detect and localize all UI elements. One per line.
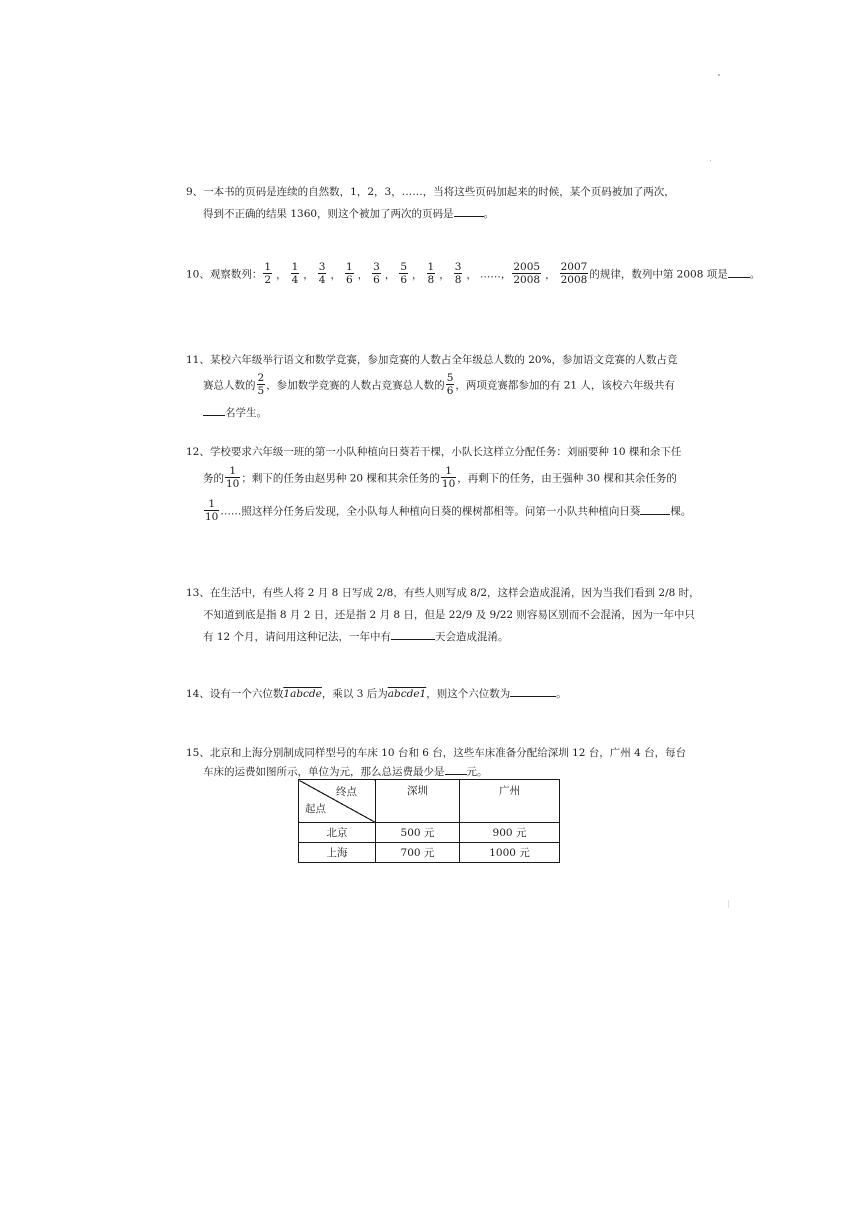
q14-line: [186, 686, 567, 701]
q10-ellipsis: ……，: [479, 268, 512, 281]
q9-number: 9、: [186, 186, 204, 198]
q10-fraction-2007: [560, 262, 589, 285]
q12-fraction-1: [225, 466, 240, 489]
q12-number: 12、: [186, 446, 210, 458]
shipping-cost-table: [298, 779, 560, 863]
q11-line2: [203, 374, 675, 397]
q15-line1: [186, 745, 686, 760]
q10-fraction-4: [345, 262, 354, 285]
fraction-numerator: 1: [441, 466, 456, 478]
q14-answer-blank: [510, 686, 556, 697]
table-corner-cell: [299, 780, 376, 823]
q14-digit-suffix: 1: [419, 688, 427, 700]
q12-fraction-3: [204, 499, 219, 522]
q14-letters: abcde: [387, 688, 420, 700]
q10-fraction-8: [454, 262, 463, 285]
q14-text-a: 设有一个六位数: [209, 688, 284, 700]
fraction-numerator: 2007: [560, 261, 588, 273]
q15-text-line1: 北京和上海分别制成同样型号的车床 10 台和 6 台，这些车床准备分配给深圳 12 台，广州 4 台，每台: [209, 747, 687, 759]
q10-answer-blank: [728, 267, 750, 278]
table-header-row: [299, 780, 560, 823]
fraction-denominator: 4: [318, 273, 326, 286]
q12-line1: [186, 444, 681, 459]
q12-line2: [203, 467, 677, 490]
fraction-numerator: 3: [373, 261, 380, 273]
fraction-denominator: 10: [205, 510, 219, 523]
corner-label-destination: 终点: [336, 786, 357, 798]
q11-text-b: ，参加数学竞赛的人数占竞赛总人数的: [266, 379, 445, 392]
q14-number: 14、: [186, 688, 210, 700]
q14-text-c: ，则这个六位数为: [426, 688, 511, 700]
q13-line1: [186, 585, 700, 600]
fraction-numerator: 1: [291, 261, 299, 273]
fraction-numerator: 1: [427, 261, 435, 273]
q12-text-line1: 学校要求六年级一班的第一小队种植向日葵若干棵，小队长这样立分配任务：刘丽要种 10 棵和余下任: [209, 446, 682, 458]
q9-answer-blank: [454, 206, 484, 217]
q15-answer-blank: [445, 764, 467, 775]
fraction-numerator: 2: [257, 372, 265, 384]
fraction-denominator: 2008: [513, 273, 541, 286]
q11-fraction-5-6: [446, 373, 455, 396]
q13-text-a: 有 12 个月，请问用这种记法，一年中有: [203, 631, 392, 643]
q15-line2: [203, 764, 488, 779]
fraction-denominator: 5: [257, 384, 265, 397]
fraction-numerator: 1: [225, 466, 240, 478]
fraction-denominator: 6: [373, 273, 380, 286]
fraction-numerator: 1: [204, 499, 219, 511]
q14-number-1abcde: [283, 688, 322, 700]
q13-text-line2: 不知道到底是指 8 月 2 日，还是指 2 月 8 日，但是 22/9 及 9/22 则容易区别而不会混淆，因为一年中只: [203, 609, 695, 621]
q12-fraction-2: [441, 466, 456, 489]
fraction-denominator: 10: [226, 477, 240, 490]
fraction-numerator: 3: [454, 261, 462, 273]
q10-fraction-3: [318, 262, 327, 285]
q10-fraction-6: [399, 262, 408, 285]
fraction-denominator: 4: [291, 273, 299, 286]
q12-text-b: ；剩下的任务由赵男种 20 棵和其余任务的: [241, 472, 440, 485]
fraction-numerator: 5: [446, 372, 454, 384]
q13-answer-blank: [391, 629, 435, 640]
q13-line3: [203, 629, 509, 644]
q13-line2: [203, 607, 695, 622]
scan-speck: [718, 74, 720, 76]
q10-fraction-2: [291, 262, 300, 285]
q15-text-a: 车床的运费如图所示，单位为元，那么总运费最少是: [203, 766, 445, 778]
fraction-denominator: 8: [427, 273, 435, 286]
q12-text-end: 棵。: [670, 505, 692, 518]
fraction-numerator: 2005: [513, 261, 541, 273]
table-cell: 700 元: [376, 843, 460, 863]
fraction-denominator: 2: [264, 273, 272, 286]
q11-fraction-2-5: [257, 373, 266, 396]
fraction-denominator: 2008: [560, 273, 588, 286]
fraction-numerator: 1: [264, 261, 272, 273]
q14-text-b: ，乘以 3 后为: [321, 688, 388, 700]
q12-text-c: ，再剩下的任务，由王强种 30 棵和其余任务的: [457, 472, 677, 485]
q10-number: 10、: [186, 268, 210, 281]
scan-speck: [710, 160, 711, 161]
q11-text-a: 赛总人数的: [203, 379, 256, 392]
q14-letters: abcde: [290, 688, 322, 700]
q12-text-a: 务的: [203, 472, 224, 485]
q10-fraction-7: [427, 262, 436, 285]
q9-text-line2: 得到不正确的结果 1360，则这个被加了两次的页码是: [203, 208, 454, 220]
q10-fraction-5: [372, 262, 381, 285]
fraction-denominator: 6: [345, 273, 353, 286]
q13-text-line1: 在生活中，有些人将 2 月 8 日写成 2/8，有些人则写成 8/2，这样会造成混淆，因为当我们看到 2/8 时，: [209, 587, 700, 599]
q10-intro: 观察数列：: [209, 268, 263, 281]
column-header-shenzhen: 深圳: [376, 780, 460, 823]
q13-number: 13、: [186, 587, 210, 599]
corner-label-origin: 起点: [305, 803, 326, 815]
q15-number: 15、: [186, 747, 210, 759]
q15-text-b: 元。: [466, 766, 488, 778]
q14-period: 。: [556, 688, 567, 700]
table-row: [299, 843, 560, 863]
q10-fraction-1: [263, 262, 272, 285]
table-cell: 1000 元: [459, 843, 559, 863]
q14-number-abcde1: [388, 688, 427, 700]
q9-line1: [186, 184, 675, 199]
q9-line2: [203, 206, 494, 221]
fraction-numerator: 5: [400, 261, 407, 273]
q11-line3: [203, 405, 267, 420]
q11-answer-blank: [203, 405, 225, 416]
table-cell: 900 元: [459, 823, 559, 843]
q11-line1: [186, 352, 678, 367]
table-cell: 500 元: [376, 823, 460, 843]
q10-period: 。: [749, 268, 761, 281]
q14-digit-prefix: 1: [283, 688, 291, 700]
q10-fraction-2005: [512, 262, 541, 285]
q11-text-line1: 某校六年级举行语文和数学竞赛，参加竞赛的人数占全年级总人数的 20%，参加语文竞赛的人数占竞: [209, 354, 678, 366]
q12-answer-blank: [640, 504, 670, 515]
q9-period: 。: [483, 208, 495, 220]
table-row: [299, 823, 560, 843]
q9-text-line1: 一本书的页码是连续的自然数，1，2，3，……，当将这些页码加起来的时候，某个页码被加了两次，: [203, 186, 675, 198]
row-header-beijing: 北京: [299, 823, 376, 843]
q11-text-line3: 名学生。: [225, 407, 267, 419]
fraction-numerator: 1: [345, 261, 353, 273]
fraction-denominator: 6: [400, 273, 407, 286]
column-header-guangzhou: 广州: [459, 780, 559, 823]
fraction-denominator: 10: [441, 477, 456, 490]
fraction-denominator: 6: [446, 384, 454, 397]
q12-line3: [203, 500, 691, 523]
scan-speck: [728, 900, 729, 908]
fraction-numerator: 3: [318, 261, 326, 273]
q11-number: 11、: [186, 354, 210, 366]
q11-text-c: ，两项竞赛都参加的有 21 人，该校六年级共有: [455, 379, 675, 392]
row-header-shanghai: 上海: [299, 843, 376, 863]
q13-text-b: 天会造成混淆。: [435, 631, 509, 643]
q10-line: 10、观察数列： $\frac{1}{2}$ ， $\frac{1}{4}$ ， $\frac{3}{4}$ ， $\frac{1}{6}$ ， $\frac{3}{6}$ ， $\frac{5}{6}$ ， $\frac{1}{8}$ ， $\frac{3}{8}$ ， ……， $\frac{2005}{2008}$ ， $\frac{2007}{2008}$ 的规律，数列中第 2008 项是 。: [186, 261, 761, 286]
q10-tail: 的规律，数列中第 2008 项是: [589, 268, 728, 281]
fraction-denominator: 8: [454, 273, 462, 286]
q12-text-line3: ……照这样分任务后发现，全小队每人种植向日葵的棵树都相等。问第一小队共种植向日葵: [220, 505, 641, 518]
